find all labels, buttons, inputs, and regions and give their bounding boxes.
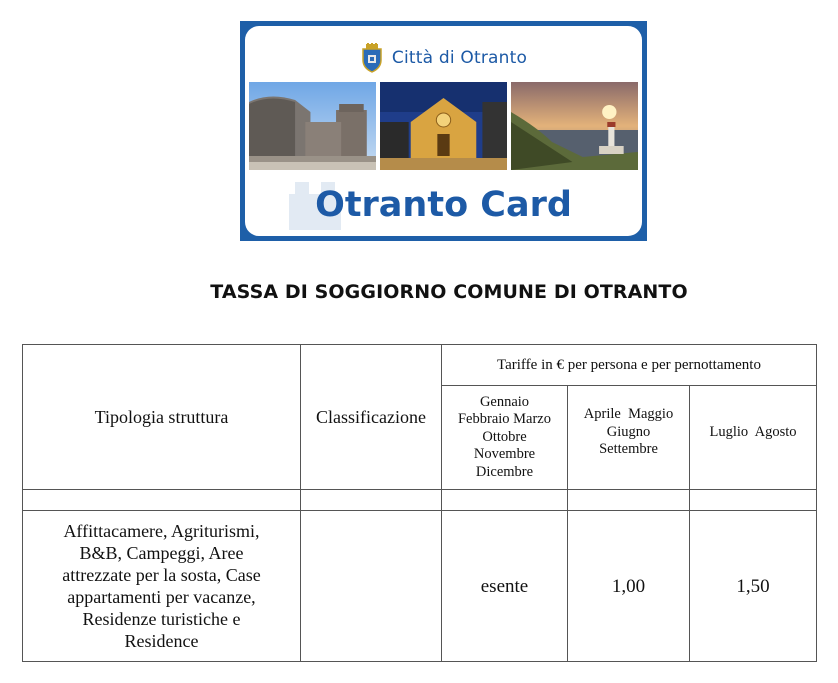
- header-period-mid: [568, 386, 690, 490]
- header-tariffe: Tariffe in € per persona e per pernottamento: [442, 345, 817, 386]
- period-low-line: Dicembre: [475, 463, 534, 480]
- photo-strip: [249, 82, 638, 170]
- city-crest-icon: [360, 43, 384, 73]
- city-name: Città di Otranto: [391, 48, 528, 68]
- tipologia-line: attrezzate per la sosta, Case: [62, 565, 261, 585]
- cell-tipologia: [23, 511, 301, 662]
- tipologia-line: Residence: [124, 631, 199, 651]
- spacer-cell: [690, 490, 817, 511]
- header-period-high: [690, 386, 817, 490]
- cell-value-low: esente: [442, 511, 568, 662]
- period-high-line: Luglio Agosto: [709, 424, 797, 440]
- spacer-cell: [301, 490, 442, 511]
- header-tipologia: Tipologia struttura: [23, 345, 301, 490]
- card-header: [245, 40, 642, 76]
- tipologia-line: Affittacamere, Agriturismi,: [63, 521, 260, 541]
- tipologia-line: B&B, Campeggi, Aree: [79, 543, 244, 563]
- tax-table: [22, 344, 817, 662]
- cell-value-high: 1,50: [690, 511, 817, 662]
- otranto-card-image: [240, 21, 647, 241]
- period-mid-line: Settembre: [599, 441, 658, 457]
- header-classificazione: Classificazione: [301, 345, 442, 490]
- period-low-line: Febbraio Marzo: [457, 411, 551, 428]
- period-low-line: Novembre: [473, 446, 536, 463]
- lighthouse-photo: [511, 82, 638, 170]
- period-mid-line: Aprile Maggio: [583, 406, 674, 422]
- spacer-row: [23, 490, 817, 511]
- header-period-low: [442, 386, 568, 490]
- tipologia-line: appartamenti per vacanze,: [67, 587, 256, 607]
- spacer-cell: [23, 490, 301, 511]
- cathedral-photo: [380, 82, 507, 170]
- card-title: Otranto Card: [315, 185, 572, 225]
- spacer-cell: [442, 490, 568, 511]
- cell-classificazione: [301, 511, 442, 662]
- castle-photo: [249, 82, 376, 170]
- spacer-cell: [568, 490, 690, 511]
- page-title: TASSA DI SOGGIORNO COMUNE DI OTRANTO: [210, 281, 688, 303]
- card-inner: [245, 26, 642, 236]
- tipologia-line: Residenze turistiche e: [82, 609, 241, 629]
- table-row: [23, 511, 817, 662]
- cell-value-mid: 1,00: [568, 511, 690, 662]
- period-low-line: Gennaio: [479, 393, 530, 410]
- period-low-line: Ottobre: [482, 428, 527, 445]
- header-row-1: [23, 345, 817, 386]
- period-mid-line: Giugno: [606, 423, 651, 440]
